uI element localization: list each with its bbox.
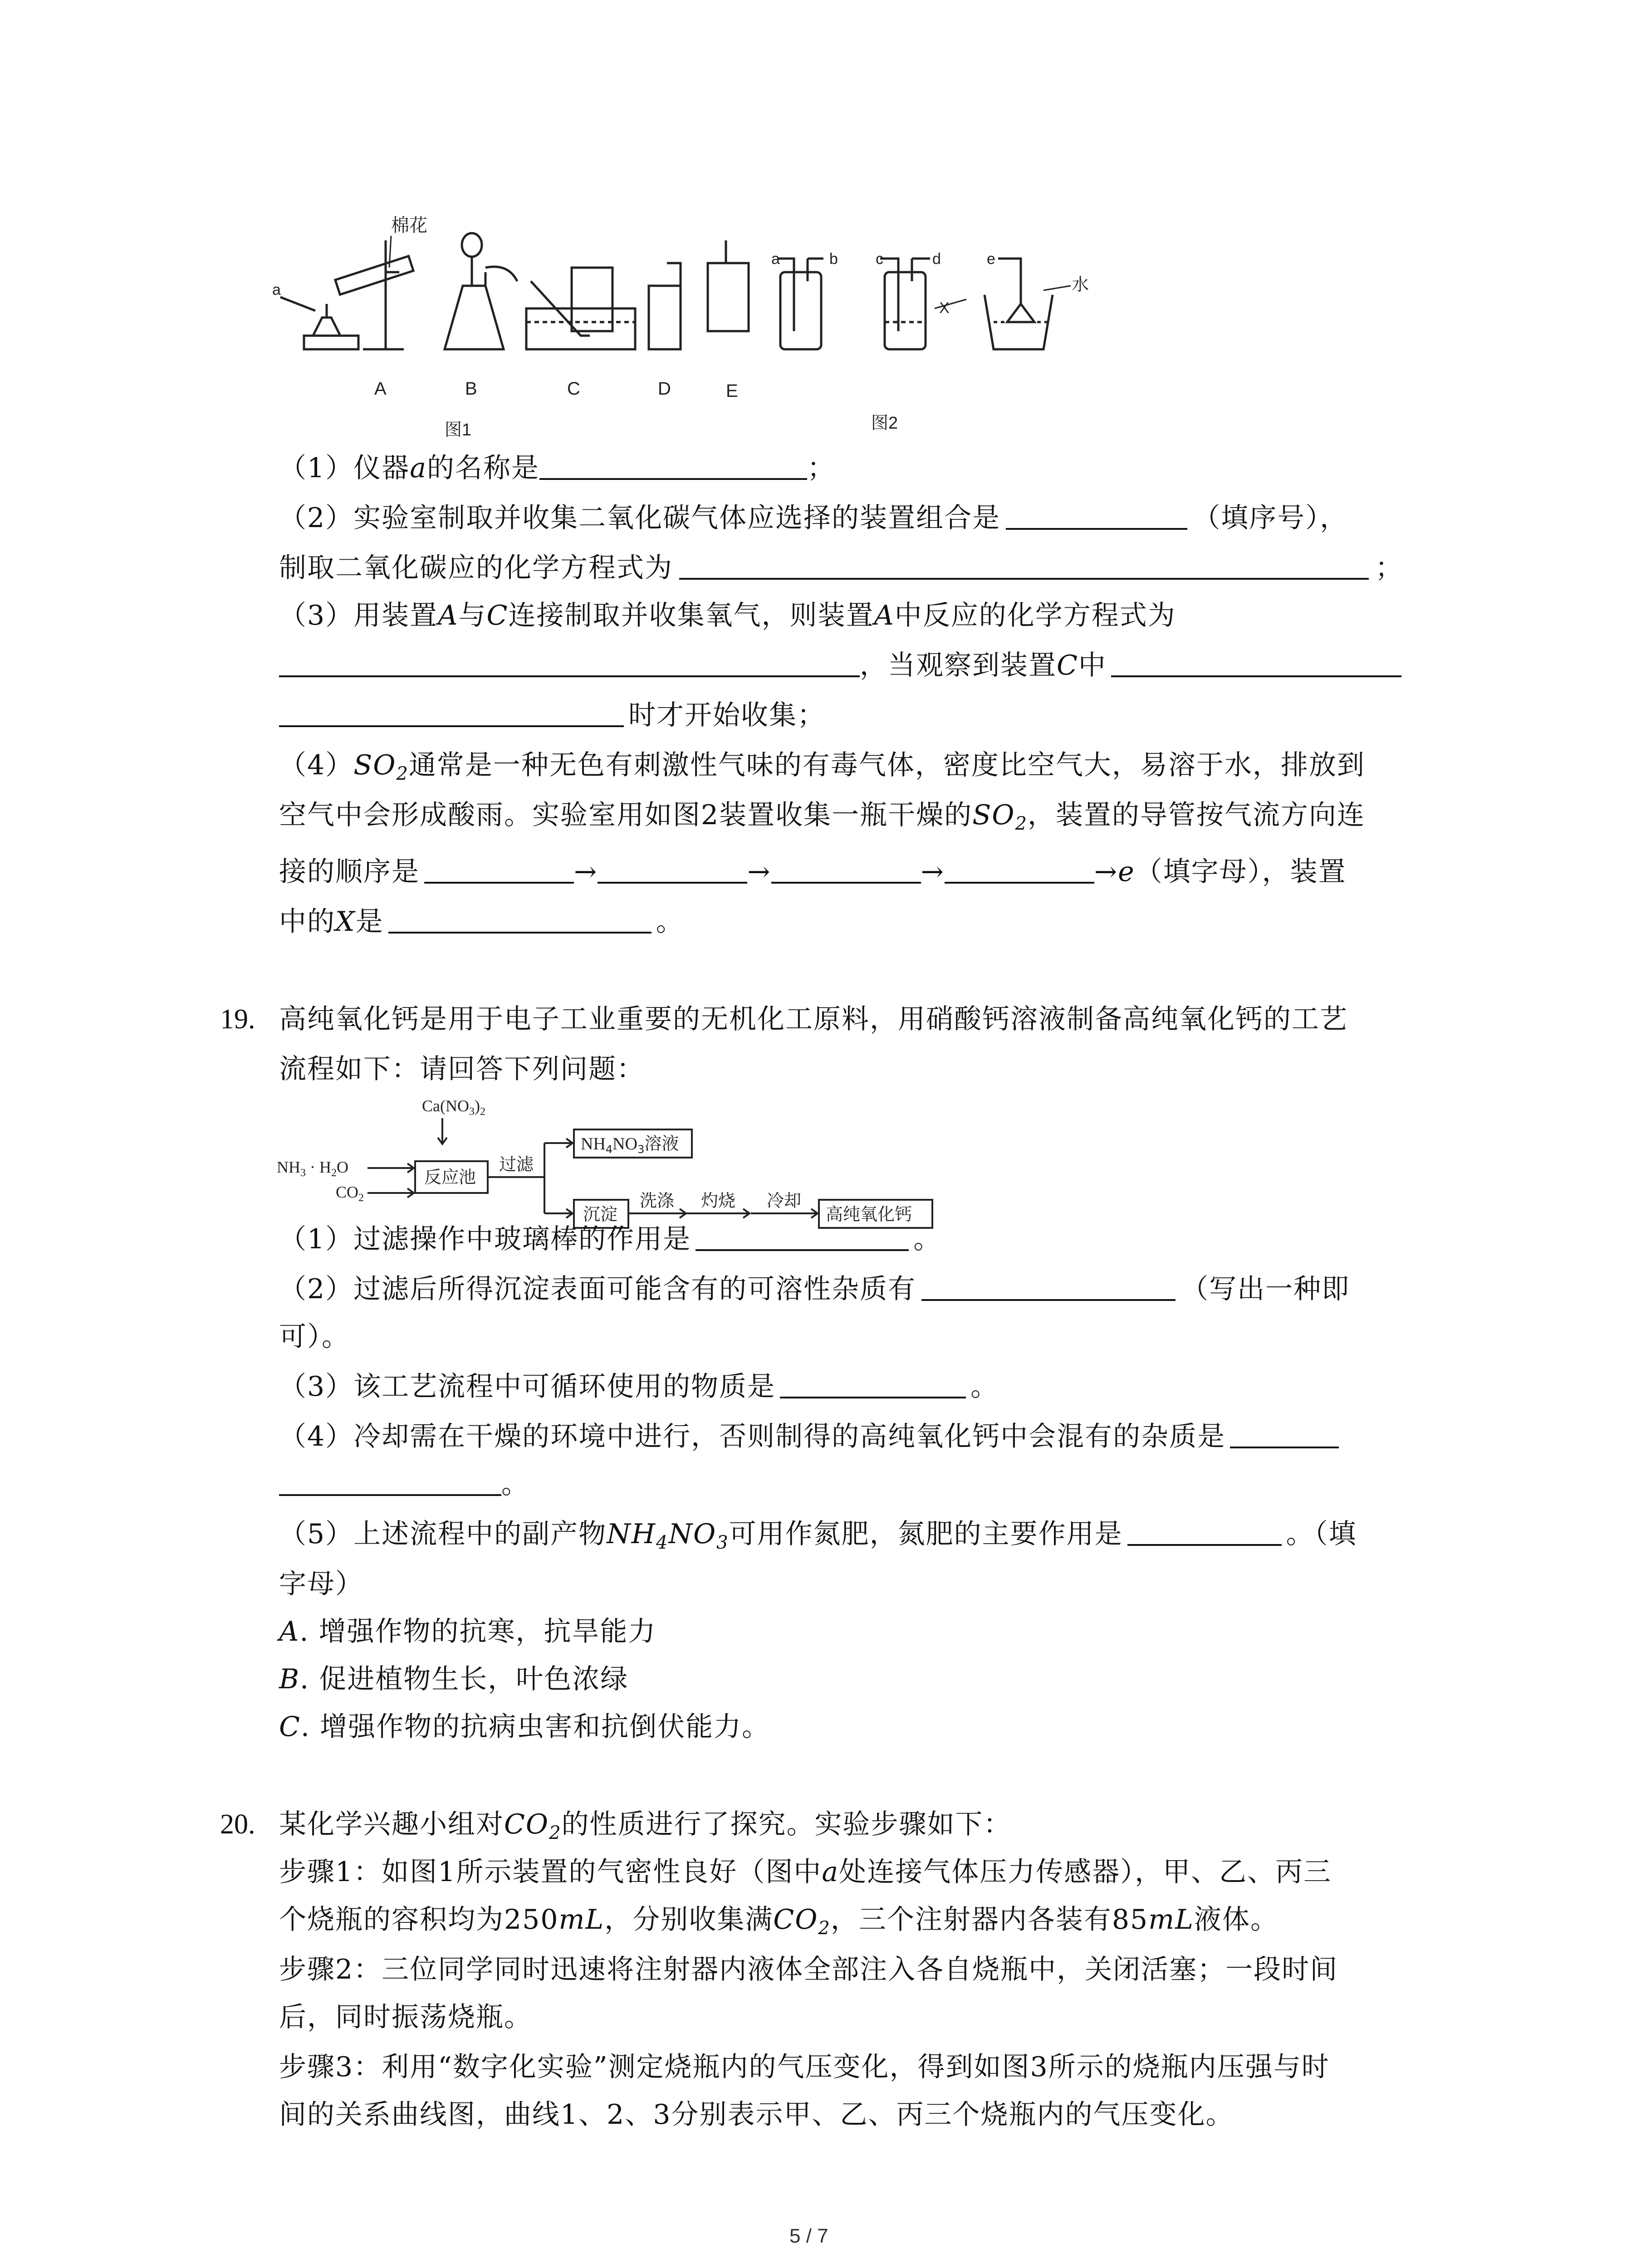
q18-part2-line1: （2）实验室制取并收集二氧化碳气体应选择的装置组合是 （填序号）， — [279, 502, 1348, 534]
answer-blank[interactable] — [598, 856, 747, 884]
q19-part3: （3）该工艺流程中可循环使用的物质是 。 — [279, 1371, 999, 1403]
answer-blank[interactable] — [696, 1224, 909, 1251]
q20-step3-line1: 步骤3：利用“数字化实验”测定烧瓶内的气压变化，得到如图3所示的烧瓶内压强与时 — [279, 2051, 1330, 2083]
q19-part2-line2: 可）。 — [279, 1321, 350, 1353]
q18-part4-line4: 中的X是 。 — [279, 906, 684, 938]
flow-precipitate: 沉淀 — [583, 1204, 618, 1224]
q18-part1: （1）仪器a的名称是 ； — [279, 452, 835, 484]
label-B: B — [465, 379, 477, 399]
label-a: a — [272, 281, 281, 298]
q19-part2-line1: （2）过滤后所得沉淀表面可能含有的可溶性杂质有 （写出一种即 — [279, 1273, 1350, 1305]
q19-number: 19. — [220, 1004, 255, 1035]
label-cotton: 棉花 — [391, 215, 427, 235]
q20-stem: 某化学兴趣小组对$CO_2$的性质进行了探究。实验步骤如下： — [279, 1809, 1012, 1843]
q20-number: 20. — [220, 1809, 255, 1840]
q20-step1-line2: 个烧瓶的容积均为250mL，分别收集满$CO_2$，三个注射器内各装有85mL液体。 — [279, 1904, 1279, 1939]
answer-blank[interactable] — [539, 453, 807, 480]
flow-nh4no3: $NH_4NO_3$溶液 — [581, 1134, 679, 1156]
q19-option-c[interactable]: C. 增强作物的抗病虫害和抗倒伏能力。 — [279, 1711, 770, 1743]
apparatus-fig2-bottle2 — [880, 259, 930, 349]
apparatus-A — [280, 240, 413, 349]
flow-burn: 灼烧 — [701, 1191, 736, 1211]
answer-blank[interactable] — [780, 1371, 966, 1398]
q18-part4-line1: $(4)SO_2$通常是一种无色有刺激性气味的有毒气体，密度比空气大，易溶于水，排放到 — [279, 749, 1365, 784]
flow-reactor: 反应池 — [424, 1167, 476, 1187]
apparatus-fig2-bottle1 — [778, 259, 823, 349]
water-label: 水 — [1072, 275, 1089, 294]
answer-blank[interactable] — [921, 1274, 1176, 1301]
x-label: X — [939, 299, 950, 317]
answer-blank[interactable] — [279, 1469, 501, 1496]
q20-step2-line1: 步骤2：三位同学同时迅速将注射器内液体全部注入各自烧瓶中，关闭活塞；一段时间 — [279, 1954, 1338, 1985]
q18-part3-line1: （3）用装置A与C连接制取并收集氧气，则装置A中反应的化学方程式为 — [279, 600, 1176, 631]
flow-filter: 过滤 — [499, 1154, 534, 1174]
answer-blank[interactable] — [279, 650, 860, 677]
flow-product: 高纯氧化钙 — [826, 1204, 912, 1224]
label-C: C — [567, 379, 580, 399]
answer-blank[interactable] — [424, 856, 574, 884]
apparatus-B — [445, 233, 517, 349]
flow-co2: $CO_2$ — [336, 1183, 364, 1204]
apparatus-C — [526, 268, 635, 349]
flow-nh3-h2o: $NH_3 \cdot H_2O$ — [277, 1158, 348, 1179]
q19-part5-line2: 字母） — [279, 1568, 363, 1600]
answer-blank[interactable] — [388, 906, 652, 934]
q18-part4-line2: 空气中会形成酸雨。实验室用如图2装置收集一瓶干燥的$SO_2$，装置的导管按气流方向连 — [279, 799, 1365, 834]
label-A: A — [374, 379, 387, 399]
apparatus-D — [649, 263, 681, 349]
apparatus-figure — [272, 213, 1089, 449]
q19-part4-line2: 。 — [279, 1465, 529, 1503]
q18-part3-line3: 时才开始收集； — [279, 696, 825, 734]
port-a-label: a — [771, 250, 780, 268]
q20-step2-line2: 后，同时振荡烧瓶。 — [279, 2001, 532, 2033]
answer-blank[interactable] — [279, 700, 624, 727]
port-e-label: e — [987, 250, 995, 268]
fig1-caption: 图1 — [445, 420, 472, 440]
answer-blank[interactable] — [945, 856, 1094, 884]
port-c-label: c — [876, 250, 883, 268]
answer-blank[interactable] — [1127, 1519, 1282, 1546]
answer-blank[interactable] — [1111, 650, 1401, 677]
fig2-caption: 图2 — [871, 414, 898, 433]
q19-option-b[interactable]: B. 促进植物生长，叶色浓绿 — [279, 1663, 629, 1695]
q18-part2-line2: 制取二氧化碳应的化学方程式为 ； — [279, 552, 1403, 584]
q19-flowchart — [277, 1093, 1003, 1229]
flow-wash: 洗涤 — [640, 1191, 675, 1211]
apparatus-fig2-beaker — [985, 259, 1053, 349]
q18-part4-line3: 接的顺序是 → → → →e（填字母），装置 — [279, 856, 1347, 888]
q19-part4-line1: （4）冷却需在干燥的环境中进行，否则制得的高纯氧化钙中会混有的杂质是 — [279, 1418, 1339, 1456]
q19-stem-line1: 高纯氧化钙是用于电子工业重要的无机化工原料，用硝酸钙溶液制备高纯氧化钙的工艺 — [279, 1003, 1348, 1035]
q19-part5-line1: （5）上述流程中的副产物$NH_4NO_3$可用作氮肥，氮肥的主要作用是 。（填 — [279, 1518, 1357, 1553]
answer-blank[interactable] — [679, 552, 1369, 580]
answer-blank[interactable] — [1230, 1421, 1339, 1448]
label-D: D — [658, 379, 671, 399]
q18-part3-line2: ，当观察到装置C中 — [279, 646, 1401, 684]
q20-step1-line1: 步骤1：如图1所示装置的气密性良好（图中a处连接气体压力传感器），甲、乙、丙三 — [279, 1856, 1332, 1888]
page-number: 5 / 7 — [789, 2225, 828, 2247]
port-b-label: b — [829, 250, 838, 268]
answer-blank[interactable] — [771, 856, 921, 884]
answer-blank[interactable] — [1006, 503, 1187, 530]
q20-step3-line2: 间的关系曲线图，曲线1、2、3分别表示甲、乙、丙三个烧瓶内的气压变化。 — [279, 2099, 1234, 2131]
q19-stem-line2: 流程如下：请回答下列问题： — [279, 1053, 645, 1085]
apparatus-E — [708, 240, 749, 331]
q19-option-a[interactable]: A. 增强作物的抗寒，抗旱能力 — [279, 1616, 656, 1647]
flow-cool: 冷却 — [767, 1191, 802, 1211]
q19-part1: （1）过滤操作中玻璃棒的作用是 。 — [279, 1223, 942, 1255]
flow-cano3: $Ca(NO_3)_2$ — [422, 1097, 485, 1118]
port-d-label: d — [932, 250, 941, 268]
label-E: E — [726, 381, 738, 401]
